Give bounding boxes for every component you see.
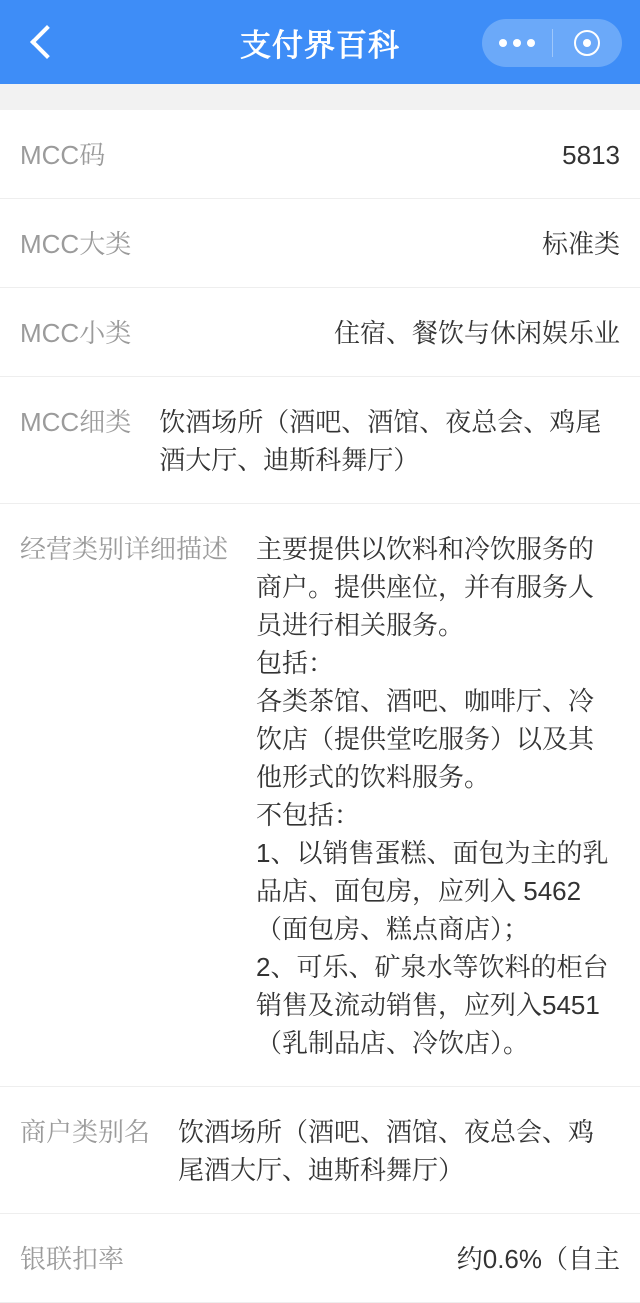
row-label: MCC细类 [20,407,132,437]
row-value-line: 1、以销售蛋糕、面包为主的乳品店、面包房，应列入 5462（面包房、糕点商店）； [256,838,609,944]
row-label: 银联扣率 [20,1244,125,1274]
row-value [228,530,620,1062]
close-mini-program-button[interactable] [553,30,623,56]
chevron-left-icon [30,25,64,59]
table-row [0,199,640,288]
back-button[interactable] [22,0,66,84]
row-label: MCC大类 [20,229,132,259]
table-row [0,504,640,1087]
row-value-line: 主要提供以饮料和冷饮服务的商户。提供座位，并有服务人员进行相关服务。 [256,534,595,640]
table-row [0,1214,640,1303]
table-row [0,288,640,377]
table-row [0,110,640,199]
app-header [0,0,640,84]
row-value-line: 各类茶馆、酒吧、咖啡厅、冷饮店（提供堂吃服务）以及其他形式的饮料服务。 [256,686,595,792]
row-label: MCC码 [20,140,106,170]
row-value: 饮酒场所（酒吧、酒馆、夜总会、鸡尾酒大厅、迪斯科舞厅） [159,407,602,475]
more-dots-icon [499,39,535,47]
section-spacer [0,84,640,110]
row-value: 约0.6%（自主 [456,1244,620,1274]
detail-list [0,110,640,1303]
table-row [0,1087,640,1214]
row-value: 5813 [562,140,620,170]
more-menu-button[interactable] [482,39,552,47]
row-value-line: 不包括： [256,800,361,830]
table-row [0,377,640,504]
row-value-line: 2、可乐、矿泉水等饮料的柜台销售及流动销售，应列入5451（乳制品店、冷饮店）。 [256,952,609,1058]
row-value: 标准类 [541,229,620,259]
row-label: 商户类别名 [20,1117,151,1147]
row-value: 住宿、餐饮与休闲娱乐业 [333,318,620,348]
row-label: MCC小类 [20,318,132,348]
row-value: 饮酒场所（酒吧、酒馆、夜总会、鸡尾酒大厅、迪斯科舞厅） [178,1117,595,1185]
row-value-line: 包括： [256,648,335,678]
page-title: 支付界百科 [240,27,400,63]
mini-program-capsule[interactable] [482,19,622,67]
row-label: 经营类别详细描述 [20,534,229,564]
target-circle-icon [574,30,600,56]
